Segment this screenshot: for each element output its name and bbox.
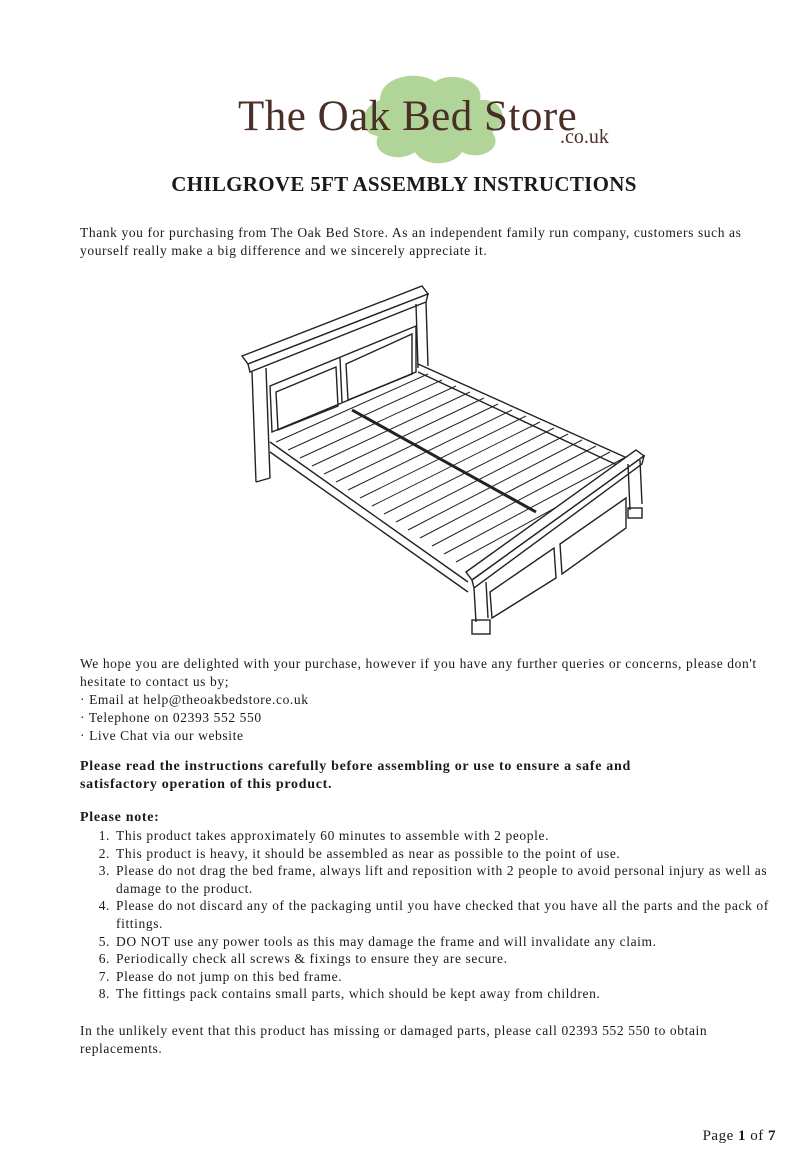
intro-paragraph: Thank you for purchasing from The Oak Bed Store. As an independent family run company, customers such as yourself really make a big difference and we sincerely appreciate it.	[80, 225, 742, 258]
total-pages: 7	[768, 1128, 776, 1144]
contact-section	[80, 655, 770, 745]
page-title: CHILGROVE 5FT ASSEMBLY INSTRUCTIONS	[171, 172, 637, 196]
brand-logo	[230, 70, 640, 170]
of-label: of	[750, 1128, 764, 1144]
logo-wordmark: The Oak Bed Store	[238, 93, 578, 140]
list-item: 2. This product is heavy, it should be assembled as near as possible to the point of use.	[114, 845, 804, 863]
notes-list	[80, 827, 804, 1003]
page-number	[703, 1128, 776, 1145]
list-item: 6. Periodically check all screws & fixings to ensure they are secure.	[114, 950, 804, 968]
contact-phone: · Telephone on 02393 552 550	[80, 710, 262, 725]
page-label: Page	[702, 1128, 734, 1144]
contact-lead: We hope you are delighted with your purchase, however if you have any further queries or concerns, please don't hesitate to contact us by;	[80, 656, 757, 689]
current-page: 1	[738, 1128, 746, 1144]
bed-illustration	[236, 282, 648, 640]
list-item: 7. Please do not jump on this bed frame.	[114, 968, 804, 986]
list-item: 1. This product takes approximately 60 minutes to assemble with 2 people.	[114, 827, 804, 845]
list-item: 3. Please do not drag the bed frame, always lift and reposition with 2 people to avoid personal injury as well as damage to the product.	[114, 862, 804, 897]
list-item: 4. Please do not discard any of the packaging until you have checked that you have all the parts and the pack of fittings.	[114, 897, 804, 932]
logo-domain: .co.uk	[560, 126, 609, 148]
contact-email[interactable]: · Email at help@theoakbedstore.co.uk	[80, 692, 309, 707]
notes-heading: Please note:	[80, 810, 160, 825]
contact-chat: · Live Chat via our website	[80, 728, 244, 743]
safety-warning: Please read the instructions carefully before assembling or use to ensure a safe and satisfactory operation of this product.	[80, 759, 631, 792]
list-item: 5. DO NOT use any power tools as this may damage the frame and will invalidate any claim.	[114, 933, 804, 951]
closing-paragraph: In the unlikely event that this product has missing or damaged parts, please call 02393 552 550 to obtain replacements.	[80, 1023, 708, 1056]
list-item: 8. The fittings pack contains small parts, which should be kept away from children.	[114, 985, 804, 1003]
